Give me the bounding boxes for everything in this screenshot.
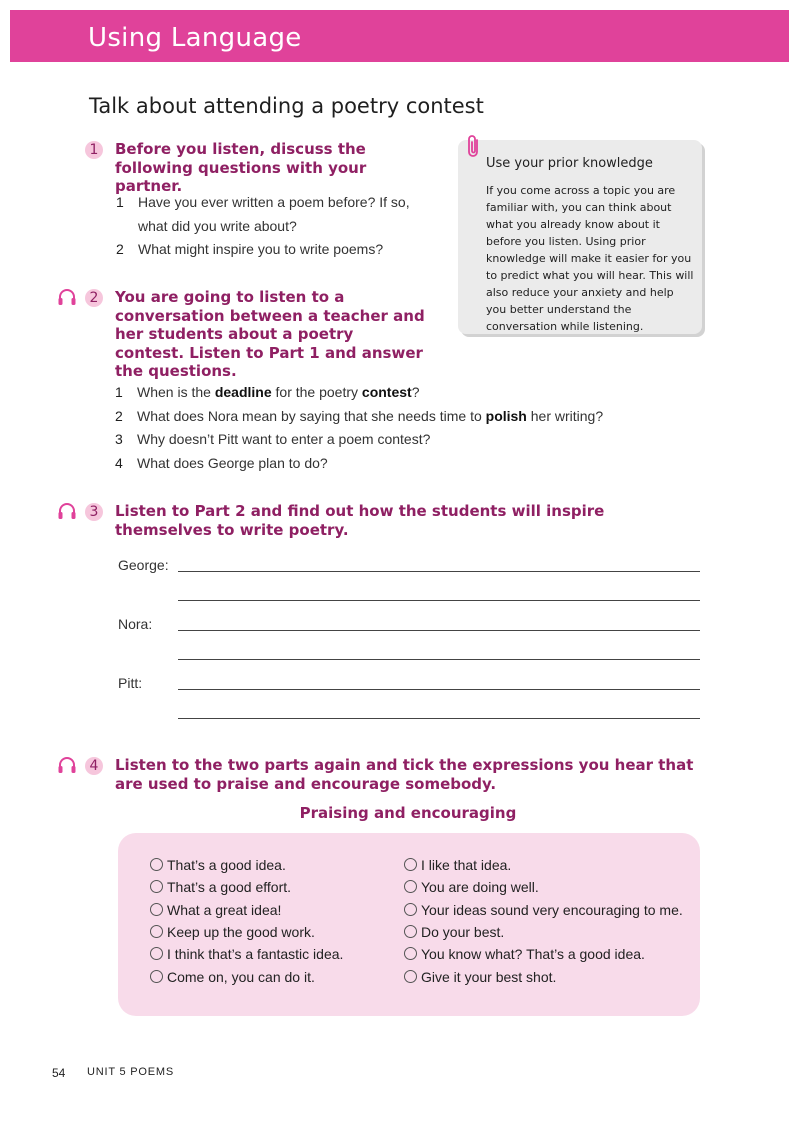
answer-label-nora: Nora: bbox=[118, 616, 153, 632]
task-1-number: 1 bbox=[85, 141, 103, 159]
question-number: 2 bbox=[116, 241, 124, 257]
tip-note-box bbox=[458, 140, 702, 334]
option-checkbox[interactable]: Do your best. bbox=[404, 924, 504, 940]
checkbox-circle-icon[interactable] bbox=[404, 970, 417, 983]
checkbox-circle-icon[interactable] bbox=[150, 970, 163, 983]
task-3-number: 3 bbox=[85, 503, 103, 521]
checkbox-circle-icon[interactable] bbox=[150, 947, 163, 960]
question-number: 3 bbox=[115, 431, 123, 447]
question-number: 1 bbox=[115, 384, 123, 400]
question-text: What does Nora mean by saying that she needs time to polish her writing? bbox=[137, 408, 604, 424]
option-checkbox[interactable]: Give it your best shot. bbox=[404, 969, 556, 985]
option-checkbox[interactable]: Your ideas sound very encouraging to me. bbox=[404, 902, 683, 918]
option-checkbox[interactable]: That’s a good effort. bbox=[150, 879, 291, 895]
option-checkbox[interactable]: I like that idea. bbox=[404, 857, 511, 873]
checkbox-circle-icon[interactable] bbox=[150, 880, 163, 893]
question-number: 4 bbox=[115, 455, 123, 471]
page-header-title: Using Language bbox=[88, 23, 302, 53]
task-3-heading: Listen to Part 2 and find out how the students will inspire themselves to write poetry. bbox=[115, 502, 605, 539]
question-text: Why doesn’t Pitt want to enter a poem contest? bbox=[137, 431, 431, 447]
checkbox-circle-icon[interactable] bbox=[404, 858, 417, 871]
headphones-icon[interactable] bbox=[57, 288, 77, 306]
answer-line[interactable] bbox=[178, 600, 700, 601]
answer-label-george: George: bbox=[118, 557, 169, 573]
paperclip-icon bbox=[464, 134, 484, 160]
checkbox-circle-icon[interactable] bbox=[404, 903, 417, 916]
headphones-icon[interactable] bbox=[57, 756, 77, 774]
tip-note-body: If you come across a topic you are familiar with, you can think about what you already know about it before you listen. Using prior knowledge will make it easier for you to predict what you will hear. This will also reduce your anxiety and help you better understand the conversation while listening. bbox=[486, 184, 694, 333]
checkbox-circle-icon[interactable] bbox=[150, 858, 163, 871]
question-number: 2 bbox=[115, 408, 123, 424]
question-text: what did you write about? bbox=[138, 218, 297, 234]
option-checkbox[interactable]: You know what? That’s a good idea. bbox=[404, 946, 645, 962]
section-title: Talk about attending a poetry contest bbox=[89, 94, 484, 118]
answer-line[interactable] bbox=[178, 689, 700, 690]
option-checkbox[interactable]: What a great idea! bbox=[150, 902, 281, 918]
checkbox-circle-icon[interactable] bbox=[404, 947, 417, 960]
praise-box-title: Praising and encouraging bbox=[299, 804, 517, 822]
question-text: What does George plan to do? bbox=[137, 455, 328, 471]
answer-line[interactable] bbox=[178, 630, 700, 631]
task-2-heading: You are going to listen to a conversation between a teacher and her students about a poetry contest. Listen to Part 1 and answer the questions. bbox=[115, 288, 425, 380]
answer-label-pitt: Pitt: bbox=[118, 675, 143, 691]
answer-line[interactable] bbox=[178, 571, 700, 572]
task-1-heading: Before you listen, discuss the following questions with your partner. bbox=[115, 140, 367, 195]
option-checkbox[interactable]: Keep up the good work. bbox=[150, 924, 315, 940]
task-4-heading: Listen to the two parts again and tick the expressions you hear that are used to praise and encourage somebody. bbox=[115, 756, 694, 793]
task-4-number: 4 bbox=[85, 757, 103, 775]
answer-line[interactable] bbox=[178, 718, 700, 719]
question-text: What might inspire you to write poems? bbox=[138, 241, 384, 257]
tip-note-title: Use your prior knowledge bbox=[486, 156, 653, 171]
option-checkbox[interactable]: You are doing well. bbox=[404, 879, 539, 895]
checkbox-circle-icon[interactable] bbox=[150, 903, 163, 916]
task-2-number: 2 bbox=[85, 289, 103, 307]
question-number: 1 bbox=[116, 194, 124, 210]
question-text: When is the deadline for the poetry contest? bbox=[137, 384, 420, 400]
header-banner bbox=[10, 10, 789, 62]
headphones-icon[interactable] bbox=[57, 502, 77, 520]
question-text: Have you ever written a poem before? If so, bbox=[138, 194, 410, 210]
answer-line[interactable] bbox=[178, 659, 700, 660]
unit-label: UNIT 5 POEMS bbox=[87, 1066, 175, 1078]
checkbox-circle-icon[interactable] bbox=[404, 925, 417, 938]
checkbox-circle-icon[interactable] bbox=[404, 880, 417, 893]
page-number: 54 bbox=[52, 1066, 66, 1080]
checkbox-circle-icon[interactable] bbox=[150, 925, 163, 938]
option-checkbox[interactable]: I think that’s a fantastic idea. bbox=[150, 946, 343, 962]
option-checkbox[interactable]: Come on, you can do it. bbox=[150, 969, 315, 985]
option-checkbox[interactable]: That’s a good idea. bbox=[150, 857, 286, 873]
